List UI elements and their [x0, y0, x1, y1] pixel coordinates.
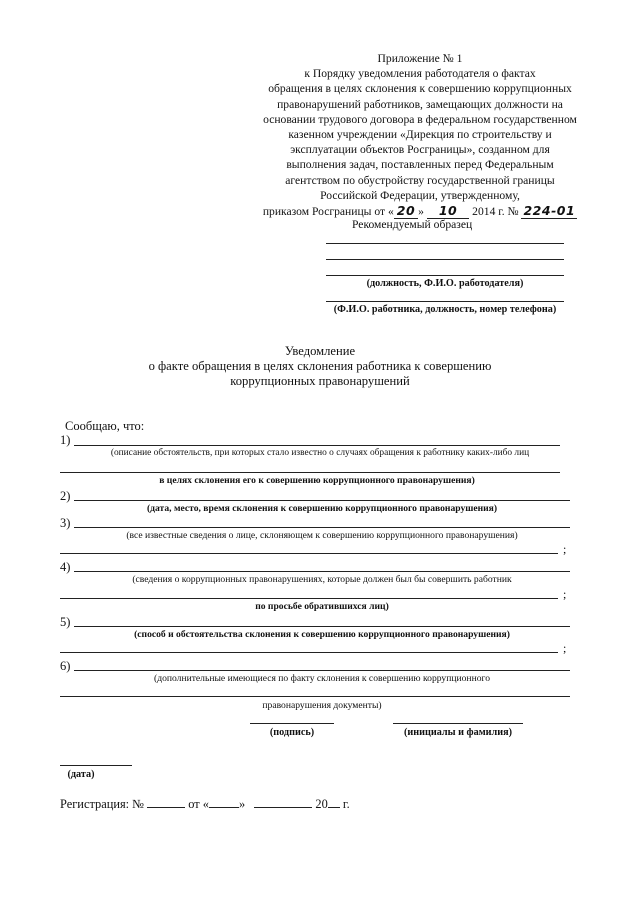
order-quote: »: [418, 205, 424, 219]
initials-line: [393, 723, 523, 724]
registration-year-field: [328, 807, 340, 808]
registration-from: от «: [188, 797, 209, 811]
registration-line: [60, 797, 350, 812]
appendix-line: Российской Федерации, утвержденному,: [320, 188, 520, 202]
registration-quote: »: [239, 797, 246, 811]
signature-line: [250, 723, 334, 724]
appendix-title: Приложение № 1: [377, 52, 463, 65]
date-line: [60, 765, 132, 766]
item-line: [74, 445, 560, 446]
item-line: [74, 527, 570, 528]
item-number: 6): [60, 659, 71, 673]
item-caption: правонарушения документы): [262, 700, 382, 711]
appendix-line: обращения в целях склонения к совершению коррупционных: [268, 82, 572, 96]
report-intro: Сообщаю, что:: [65, 419, 145, 433]
appendix-line: агентством по обустройству государственной границы: [285, 173, 555, 187]
appendix-line: к Порядку уведомления работодателя о фактах: [304, 67, 536, 81]
item-number: 5): [60, 615, 71, 629]
item-caption: (все известные сведения о лице, склоняющем к совершению коррупционного правонарушения): [126, 530, 518, 541]
item-number: 2): [60, 489, 71, 503]
title-line-3: коррупционных правонарушений: [230, 374, 410, 388]
employee-line: [326, 301, 564, 302]
order-day: 20: [394, 203, 418, 219]
order-prefix: приказом Росграницы от «: [262, 205, 394, 219]
order-year: 2014 г. №: [472, 205, 519, 219]
recommended-label: Рекомендуемый образец: [352, 218, 473, 231]
registration-day-field: [209, 807, 239, 808]
item-number: 1): [60, 433, 71, 447]
initials-caption: (инициалы и фамилия): [404, 727, 512, 738]
item-line: [74, 571, 570, 572]
item-line: [60, 598, 558, 599]
registration-century: 20: [315, 797, 328, 811]
item-caption: (способ и обстоятельства склонения к совершению коррупционного правонарушения): [134, 629, 510, 640]
item-line: [60, 696, 570, 697]
title-line-2: о факте обращения в целях склонения работника к совершению: [148, 359, 492, 373]
semicolon: ;: [563, 587, 567, 601]
employer-line: [326, 259, 564, 260]
item-caption: (дополнительные имеющиеся по факту склонения к совершению коррупционного: [154, 673, 490, 684]
order-line: [250, 203, 590, 219]
item-caption: (сведения о коррупционных правонарушениях, которые должен был бы совершить работник: [132, 574, 512, 585]
order-month: 10: [427, 203, 469, 219]
appendix-line: правонарушений работников, замещающих должности на: [277, 97, 563, 111]
page-title: [80, 344, 560, 389]
item-number: 3): [60, 516, 71, 530]
employer-caption: (должность, Ф.И.О. работодателя): [366, 278, 524, 289]
appendix-line: эксплуатации объектов Росграницы», созданном для: [290, 143, 550, 157]
item-caption: по просьбе обратившихся лиц): [255, 601, 389, 612]
registration-month-field: [254, 807, 312, 808]
item-line: [74, 670, 570, 671]
employee-caption: (Ф.И.О. работника, должность, номер телефона): [333, 304, 557, 315]
date-caption: (дата): [67, 769, 95, 780]
item-caption: (дата, место, время склонения к совершению коррупционного правонарушения): [146, 503, 498, 514]
registration-prefix: Регистрация: №: [60, 797, 145, 811]
item-caption: в целях склонения его к совершению коррупционного правонарушения): [159, 475, 475, 486]
item-caption: (описание обстоятельств, при которых стало известно о случаях обращения к работнику каких-либо лиц: [110, 448, 530, 458]
employer-line: [326, 243, 564, 244]
item-line: [74, 500, 570, 501]
appendix-line: выполнения задач, поставленных перед Федеральным: [286, 158, 554, 172]
registration-number-field: [147, 807, 185, 808]
semicolon: ;: [563, 542, 567, 556]
semicolon: ;: [563, 641, 567, 655]
appendix-block: [250, 51, 590, 219]
title-line-1: Уведомление: [284, 344, 356, 358]
appendix-line: казенном учреждении «Дирекция по строительству и: [288, 128, 552, 142]
item-line: [60, 553, 558, 554]
item-number: 4): [60, 560, 71, 574]
appendix-line: основании трудового договора в федеральном государственном: [263, 112, 577, 126]
item-line: [60, 472, 560, 473]
signature-caption: (подпись): [269, 727, 315, 738]
item-line: [60, 652, 558, 653]
item-line: [74, 626, 570, 627]
employer-line: [326, 275, 564, 276]
registration-year-suffix: г.: [342, 797, 350, 811]
order-number: 224-01: [523, 203, 576, 219]
